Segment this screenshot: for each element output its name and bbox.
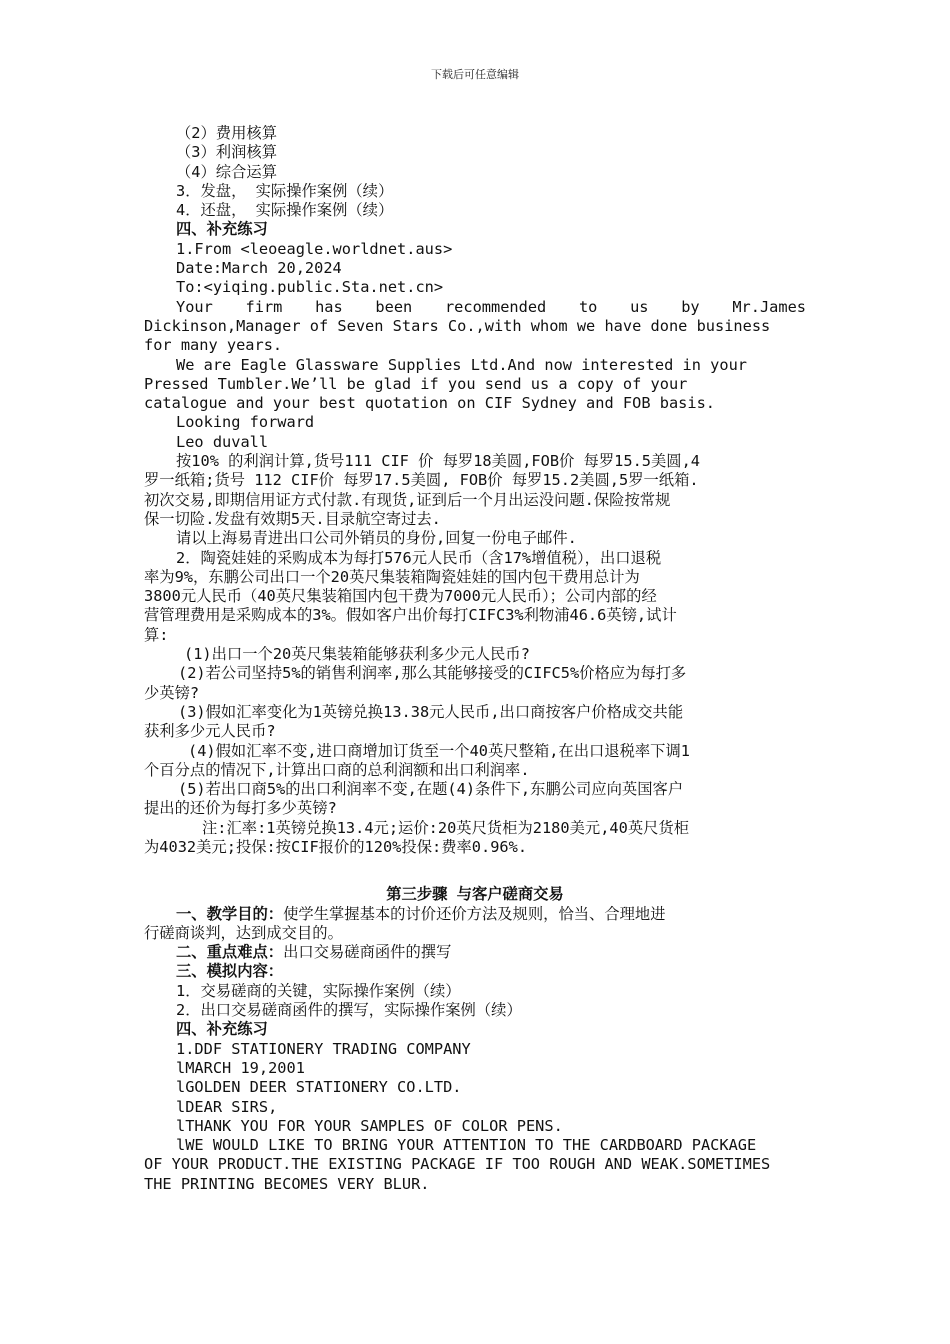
email-closing: Looking forward bbox=[176, 413, 315, 432]
email-paragraph-line: for many years. bbox=[144, 336, 283, 355]
section-heading: 四、补充练习 bbox=[176, 1020, 268, 1039]
letter-line: THE PRINTING BECOMES VERY BLUR. bbox=[144, 1174, 430, 1193]
page-header: 下载后可任意编辑 bbox=[431, 68, 519, 81]
list-item: 3．发盘， 实际操作案例（续） bbox=[176, 181, 394, 200]
task-text-line: 3800元人民币（40英尺集装箱国内包干费为7000元人民币）；公司内部的经 bbox=[144, 587, 657, 606]
email-paragraph-line: We are Eagle Glassware Supplies Ltd.And now interested in your bbox=[176, 355, 747, 374]
paragraph-line: 行磋商谈判，达到成交目的。 bbox=[144, 923, 343, 942]
task-text-line: 营管理费用是采购成本的3%。假如客户出价每打CIFC3%利物浦46.6英镑,试计 bbox=[144, 606, 677, 625]
task-text-line: 保一切险.发盘有效期5天.目录航空寄过去. bbox=[144, 509, 441, 528]
letter-line: OF YOUR PRODUCT.THE EXISTING PACKAGE IF TOO ROUGH AND WEAK.SOMETIMES bbox=[144, 1155, 771, 1174]
email-to: To:<yiqing.public.Sta.net.cn> bbox=[176, 278, 444, 297]
email-from: 1.From <leoeagle.worldnet.aus> bbox=[176, 239, 453, 258]
email-paragraph-line: Dickinson,Manager of Seven Stars Co.,with whom we have done business bbox=[144, 316, 771, 335]
section-title: 第三步骤 与客户磋商交易 bbox=[386, 885, 564, 904]
task-text-line: 2．陶瓷娃娃的采购成本为每打576元人民币（含17%增值税），出口退税 bbox=[176, 548, 662, 567]
task-text-line: 初次交易,即期信用证方式付款.有现货,证到后一个月出运没问题.保险按常规 bbox=[144, 490, 671, 509]
task-text-line: 罗一纸箱;货号 112 CIF价 每罗17.5美圆, FOB价 每罗15.2美圆,5罗一纸箱. bbox=[144, 471, 699, 490]
letter-line: 1.DDF STATIONERY TRADING COMPANY bbox=[176, 1039, 471, 1058]
list-item: （3）利润核算 bbox=[176, 143, 277, 162]
document-body bbox=[144, 124, 806, 1194]
email-paragraph-line: catalogue and your best quotation on CIF Sydney and FOB basis. bbox=[144, 394, 715, 413]
email-signature: Leo duvall bbox=[176, 432, 269, 451]
letter-line: lMARCH 19,2001 bbox=[176, 1058, 305, 1077]
spacer bbox=[144, 857, 806, 885]
task-text-line: 算: bbox=[144, 625, 169, 644]
letter-line: lWE WOULD LIKE TO BRING YOUR ATTENTION TO THE CARDBOARD PACKAGE bbox=[176, 1136, 757, 1155]
question-line: 提出的还价为每打多少英镑? bbox=[144, 799, 337, 818]
email-paragraph-line: Pressed Tumbler.We’ll be glad if you send us a copy of your bbox=[144, 374, 688, 393]
question-line: 个百分点的情况下,计算出口商的总利润额和出口利润率. bbox=[144, 760, 530, 779]
list-item: 1．交易磋商的关键，实际操作案例（续） bbox=[176, 981, 461, 1000]
key-text: 出口交易磋商函件的撰写 bbox=[283, 943, 452, 962]
sim-label: 三、模拟内容： bbox=[176, 962, 284, 981]
section-heading: 四、补充练习 bbox=[176, 220, 268, 239]
question-line: (5)若出口商5%的出口利润率不变,在题(4)条件下,东鹏公司应向英国客户 bbox=[178, 780, 684, 799]
note-line: 注:汇率:1英镑兑换13.4元;运价:20英尺货柜为2180美元,40英尺货柜 bbox=[202, 818, 690, 837]
question-line: (2)若公司坚持5%的销售利润率,那么其能够接受的CIFC5%价格应为每打多 bbox=[178, 664, 687, 683]
list-item: 4．还盘， 实际操作案例（续） bbox=[176, 201, 394, 220]
task-text-line: 率为9%，东鹏公司出口一个20英尺集装箱陶瓷娃娃的国内包干费用总计为 bbox=[144, 567, 640, 586]
note-line: 为4032美元;投保:按CIF报价的120%投保:费率0.96%. bbox=[144, 837, 528, 856]
list-item: （4）综合运算 bbox=[176, 162, 277, 181]
key-label: 二、重点难点： bbox=[176, 943, 284, 962]
question-line: (1)出口一个20英尺集装箱能够获利多少元人民币? bbox=[184, 645, 530, 664]
question-line: 获利多少元人民币? bbox=[144, 722, 276, 741]
task-text-line: 按10% 的利润计算,货号111 CIF 价 每罗18美圆,FOB价 每罗15.5美圆,4 bbox=[176, 452, 701, 471]
question-line: (3)假如汇率变化为1英镑兑换13.38元人民币,出口商按客户价格成交共能 bbox=[178, 702, 684, 721]
question-line: 少英镑? bbox=[144, 683, 200, 702]
letter-line: lTHANK YOU FOR YOUR SAMPLES OF COLOR PENS. bbox=[176, 1116, 563, 1135]
paragraph-line bbox=[144, 905, 806, 924]
goal-text: 使学生掌握基本的讨价还价方法及规则，恰当、合理地进 bbox=[283, 904, 666, 923]
paragraph-line bbox=[144, 943, 806, 962]
email-date: Date:March 20,2024 bbox=[176, 259, 342, 278]
email-paragraph-line: Your firm has been recommended to us by Mr.James bbox=[176, 297, 806, 316]
question-line: (4)假如汇率不变,进口商增加订货至一个40英尺整箱,在出口退税率下调1 bbox=[188, 741, 690, 760]
list-item: 2．出口交易磋商函件的撰写，实际操作案例（续） bbox=[176, 1001, 522, 1020]
task-text-line: 请以上海易青进出口公司外销员的身份,回复一份电子邮件. bbox=[176, 529, 577, 548]
letter-line: lGOLDEN DEER STATIONERY CO.LTD. bbox=[176, 1078, 462, 1097]
list-item: （2）费用核算 bbox=[176, 124, 277, 142]
letter-line: lDEAR SIRS, bbox=[176, 1097, 278, 1116]
goal-label: 一、教学目的： bbox=[176, 904, 284, 923]
